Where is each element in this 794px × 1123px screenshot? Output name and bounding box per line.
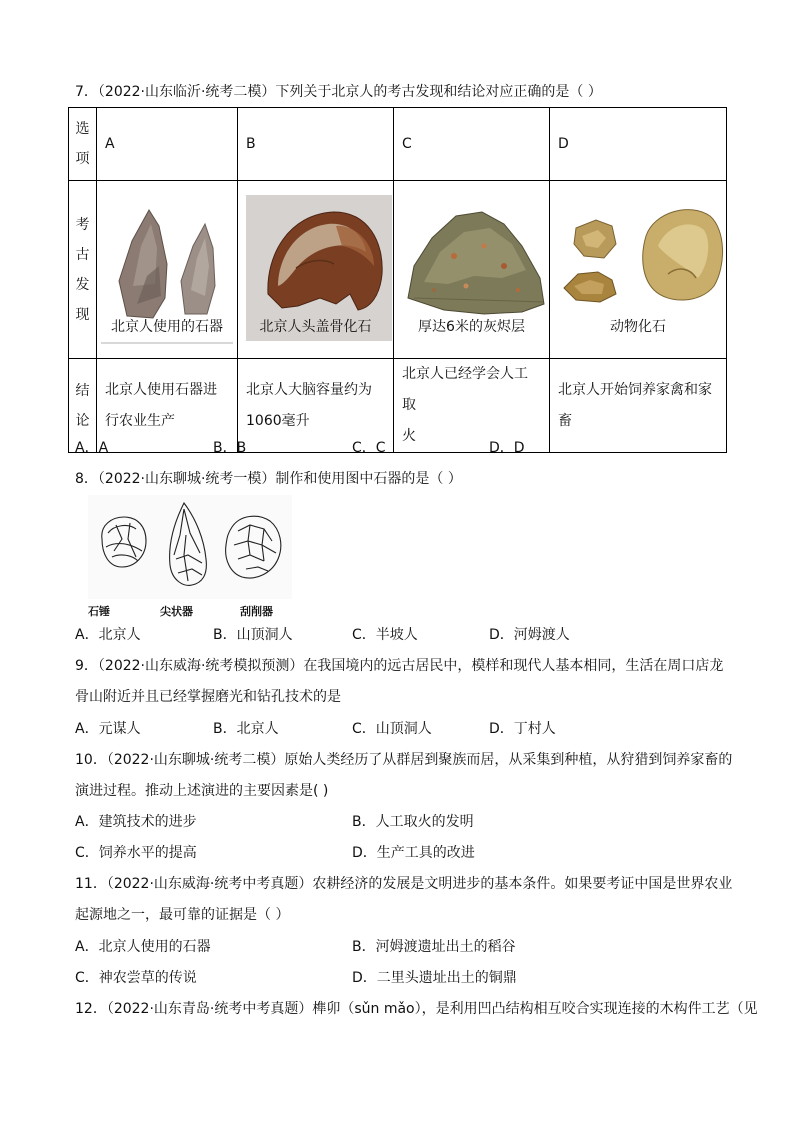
col-a-caption: 北京人使用的石器 bbox=[111, 318, 223, 335]
q9-stem-line1: 9．（2022·山东威海·统考模拟预测）在我国境内的远古居民中，模样和现代人基本相同，生活在周口店龙 bbox=[75, 658, 724, 674]
col-b-letter: B bbox=[238, 108, 394, 181]
q10-option-c[interactable]: C．饲养水平的提高 bbox=[75, 845, 197, 861]
q11-option-b[interactable]: B．河姆渡遗址出土的稻谷 bbox=[352, 939, 516, 955]
q7-stem: 7．（2022·山东临沂·统考二模）下列关于北京人的考古发现和结论对应正确的是（ ） bbox=[75, 84, 602, 100]
stone-tool-drawings-icon bbox=[88, 495, 292, 619]
q9-option-b[interactable]: B．北京人 bbox=[213, 721, 279, 737]
q10-option-d[interactable]: D．生产工具的改进 bbox=[352, 845, 475, 861]
q9-option-d[interactable]: D．丁村人 bbox=[489, 721, 556, 737]
tool-label-scraper: 刮削器 bbox=[240, 605, 273, 618]
q11-option-c[interactable]: C．神农尝草的传说 bbox=[75, 970, 197, 986]
q9-option-c[interactable]: C．山顶洞人 bbox=[352, 721, 432, 737]
col-c-caption: 厚达6米的灰烬层 bbox=[418, 318, 525, 335]
col-d-caption: 动物化石 bbox=[610, 318, 666, 335]
q11-stem-line1: 11．（2022·山东威海·统考中考真题）农耕经济的发展是文明进步的基本条件。如果要考证中国是世界农业 bbox=[75, 876, 733, 892]
col-d-conclusion: 北京人开始饲养家禽和家 畜 bbox=[550, 359, 727, 453]
col-b-image-cell bbox=[238, 181, 394, 359]
conclusion-label: 结 论 bbox=[69, 359, 97, 453]
col-c-conclusion: 北京人已经学会人工取 火 bbox=[394, 359, 550, 453]
q8-option-a[interactable]: A．北京人 bbox=[75, 627, 141, 643]
q12-stem-line1: 12．（2022·山东青岛·统考中考真题）榫卯（sǔn mǎo），是利用凹凸结构相互咬合实现连接的木构件工艺（见 bbox=[75, 1001, 758, 1017]
q8-option-b[interactable]: B．山顶洞人 bbox=[213, 627, 293, 643]
q8-option-c[interactable]: C．半坡人 bbox=[352, 627, 418, 643]
tool-label-point: 尖状器 bbox=[160, 605, 193, 618]
col-a-letter: A bbox=[97, 108, 238, 181]
q8-option-d[interactable]: D．河姆渡人 bbox=[489, 627, 570, 643]
q8-figure bbox=[88, 495, 292, 619]
col-d-image-cell bbox=[550, 181, 727, 359]
q7-option-d[interactable]: D．D bbox=[489, 440, 525, 456]
q8-stem: 8．（2022·山东聊城·统考一模）制作和使用图中石器的是（ ） bbox=[75, 471, 462, 487]
col-c-letter: C bbox=[394, 108, 550, 181]
q7-table bbox=[68, 107, 727, 453]
q7-option-a[interactable]: A．A bbox=[75, 440, 109, 456]
q7-option-b[interactable]: B．B bbox=[213, 440, 247, 456]
q10-option-a[interactable]: A．建筑技术的进步 bbox=[75, 814, 197, 830]
q9-option-a[interactable]: A．元谋人 bbox=[75, 721, 141, 737]
col-c-image-cell bbox=[394, 181, 550, 359]
header-label: 选 项 bbox=[69, 108, 97, 181]
q10-stem-line1: 10．（2022·山东聊城·统考二模）原始人类经历了从群居到聚族而居，从采集到种植，从狩猎到饲养家畜的 bbox=[75, 752, 733, 768]
q7-option-c[interactable]: C．C bbox=[352, 440, 386, 456]
q11-stem-line2: 起源地之一，最可靠的证据是（ ） bbox=[75, 907, 290, 923]
q10-option-b[interactable]: B．人工取火的发明 bbox=[352, 814, 474, 830]
col-d-letter: D bbox=[550, 108, 727, 181]
q10-stem-line2: 演进过程。推动上述演进的主要因素是( ) bbox=[75, 783, 329, 799]
col-a-conclusion: 北京人使用石器进 行农业生产 bbox=[97, 359, 238, 453]
col-b-conclusion: 北京人大脑容量约为 1060毫升 bbox=[238, 359, 394, 453]
col-b-caption: 北京人头盖骨化石 bbox=[259, 318, 372, 335]
col-a-image-cell bbox=[97, 181, 238, 359]
tool-label-hammer: 石锤 bbox=[88, 605, 110, 618]
discovery-label: 考 古 发 现 bbox=[69, 181, 97, 359]
q9-stem-line2: 骨山附近并且已经掌握磨光和钻孔技术的是 bbox=[75, 689, 341, 705]
q11-option-d[interactable]: D．二里头遗址出土的铜鼎 bbox=[352, 970, 517, 986]
q11-option-a[interactable]: A．北京人使用的石器 bbox=[75, 939, 211, 955]
